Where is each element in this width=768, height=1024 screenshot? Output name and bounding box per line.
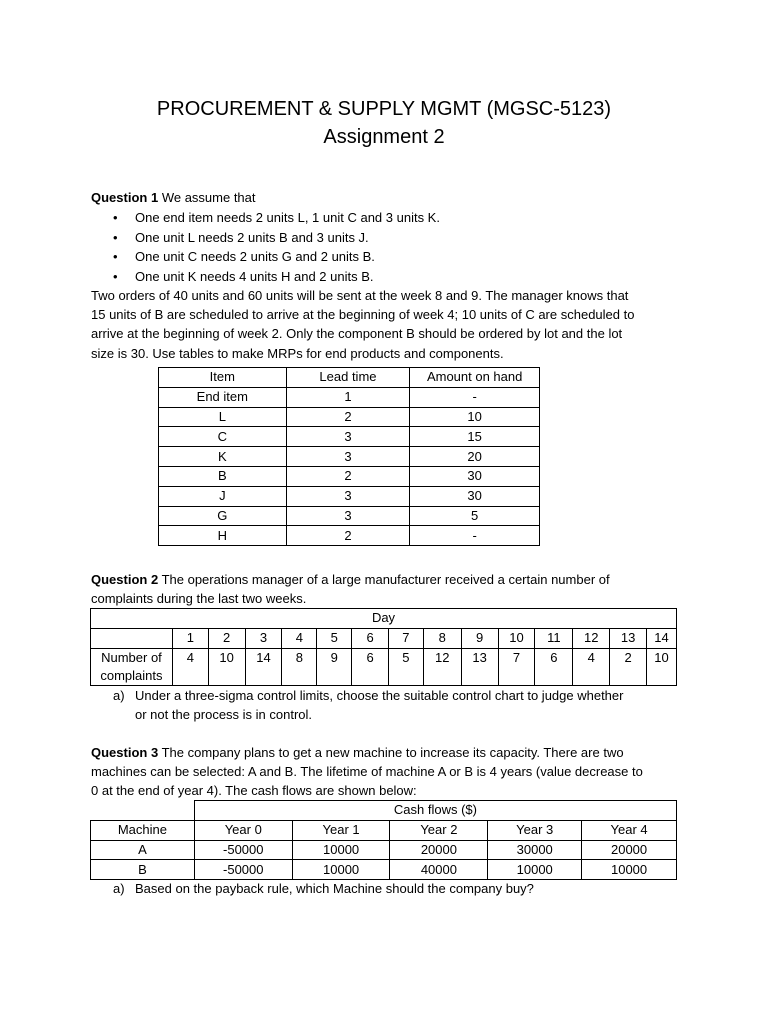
table-cell: 40000 <box>390 860 488 880</box>
table-row <box>159 526 540 546</box>
table-cell: G <box>159 506 287 526</box>
q3-body-text: The company plans to get a new machine to increase its capacity. There are two <box>161 745 624 760</box>
complaint-cell: 6 <box>535 648 573 685</box>
sub-question-letter: a) <box>113 881 125 896</box>
table-header-row <box>159 368 540 388</box>
column-header: Year 0 <box>194 820 292 840</box>
q1-mrp-table <box>158 367 540 546</box>
table-row <box>91 860 677 880</box>
day-cell: 12 <box>573 628 610 648</box>
list-item: • One unit L needs 2 units B and 3 units J. <box>91 228 440 248</box>
table-cell: 5 <box>410 506 540 526</box>
day-cell: 2 <box>208 628 245 648</box>
day-cell: 14 <box>647 628 677 648</box>
table-cell: 20000 <box>390 840 488 860</box>
complaint-cell: 9 <box>317 648 352 685</box>
row-label-line: complaints <box>100 667 163 683</box>
table-cell: -50000 <box>194 860 292 880</box>
table-header-row <box>91 609 677 629</box>
q2-label: Question 2 <box>91 572 159 587</box>
list-item: • One end item needs 2 units L, 1 unit C and 3 units K. <box>91 208 440 228</box>
q2-sub-question-a <box>113 686 623 724</box>
day-cell: 4 <box>282 628 317 648</box>
assignment-title: Assignment 2 <box>323 126 445 148</box>
q1-bullet-list <box>91 208 440 286</box>
table-header-row <box>91 801 677 821</box>
column-header: Lead time <box>286 368 410 388</box>
q1-body-line: size is 30. Use tables to make MRPs for end products and components. <box>91 345 504 361</box>
day-cell: 6 <box>352 628 389 648</box>
table-cell: - <box>410 387 540 407</box>
table-cell: 15 <box>410 427 540 447</box>
day-cell: 5 <box>317 628 352 648</box>
table-row <box>91 648 677 685</box>
q2-complaints-table <box>90 608 677 686</box>
day-header: Day <box>91 609 677 629</box>
q3-cash-flow-table <box>90 800 677 880</box>
table-cell: 2 <box>286 526 410 546</box>
q3-body-line <box>91 743 673 762</box>
column-header: Amount on hand <box>410 368 540 388</box>
q1-body-line: 15 units of B are scheduled to arrive at the beginning of week 4; 10 units of C are scheduled to <box>91 307 635 323</box>
q1-body-line: Two orders of 40 units and 60 units will be sent at the week 8 and 9. The manager knows that <box>91 288 629 303</box>
row-label-line: Number of <box>101 649 162 665</box>
day-cell: 3 <box>245 628 282 648</box>
sub-question-line: or not the process is in control. <box>135 707 313 723</box>
table-row <box>159 466 540 486</box>
table-cell: 3 <box>286 427 410 447</box>
table-cell: J <box>159 486 287 506</box>
table-cell: B <box>91 860 195 880</box>
table-cell: A <box>91 840 195 860</box>
sub-question-text: Under a three-sigma control limits, choose the suitable control chart to judge whether <box>135 688 624 703</box>
q3-body-line: machines can be selected: A and B. The lifetime of machine A or B is 4 years (value decrease to <box>91 764 643 780</box>
table-cell: C <box>159 427 287 447</box>
table-row <box>159 447 540 467</box>
complaint-cell: 4 <box>172 648 208 685</box>
table-cell: 30 <box>410 486 540 506</box>
q1-body-line: arrive at the beginning of week 2. Only the component B should be ordered by lot and the lot <box>91 326 623 342</box>
q3-label: Question 3 <box>91 745 159 760</box>
table-cell: - <box>410 526 540 546</box>
table-cell: B <box>159 466 287 486</box>
complaint-cell: 8 <box>282 648 317 685</box>
table-cell: 3 <box>286 447 410 467</box>
complaint-cell: 4 <box>573 648 610 685</box>
sub-question-text: Based on the payback rule, which Machine should the company buy? <box>135 881 534 896</box>
table-cell: 20000 <box>582 840 677 860</box>
table-cell: L <box>159 407 287 427</box>
q2-body <box>91 570 673 608</box>
sub-question-line <box>113 686 623 705</box>
table-cell: 1 <box>286 387 410 407</box>
complaint-cell: 12 <box>423 648 461 685</box>
table-cell: 30 <box>410 466 540 486</box>
table-cell: 3 <box>286 506 410 526</box>
q3-sub-question-a <box>113 879 534 898</box>
complaint-cell: 6 <box>352 648 389 685</box>
row-label <box>91 648 173 685</box>
day-cell: 10 <box>498 628 535 648</box>
q3-body <box>91 743 673 801</box>
day-cell: 7 <box>388 628 423 648</box>
complaint-cell: 13 <box>461 648 498 685</box>
q1-intro <box>91 188 673 207</box>
column-header: Year 1 <box>292 820 390 840</box>
sub-question-letter: a) <box>113 688 125 703</box>
day-cell: 13 <box>610 628 647 648</box>
q2-body-line: complaints during the last two weeks. <box>91 591 307 607</box>
table-cell: 10000 <box>292 860 390 880</box>
complaint-cell: 14 <box>245 648 282 685</box>
table-row <box>91 628 677 648</box>
table-row <box>159 506 540 526</box>
column-header: Machine <box>91 820 195 840</box>
complaint-cell: 10 <box>208 648 245 685</box>
table-cell: 3 <box>286 486 410 506</box>
q3-body-line: 0 at the end of year 4). The cash flows are shown below: <box>91 783 417 799</box>
table-cell <box>91 801 195 821</box>
table-cell: 2 <box>286 466 410 486</box>
table-cell: 10000 <box>582 860 677 880</box>
complaint-cell: 2 <box>610 648 647 685</box>
table-cell: 10000 <box>488 860 582 880</box>
table-row <box>159 387 540 407</box>
table-cell: 10 <box>410 407 540 427</box>
table-row <box>159 486 540 506</box>
table-cell: End item <box>159 387 287 407</box>
q2-body-text: The operations manager of a large manufacturer received a certain number of <box>161 572 610 587</box>
sub-question-line <box>113 879 534 898</box>
table-cell: H <box>159 526 287 546</box>
day-cell: 11 <box>535 628 573 648</box>
table-row <box>91 840 677 860</box>
table-cell: 20 <box>410 447 540 467</box>
table-row <box>159 407 540 427</box>
course-title: PROCUREMENT & SUPPLY MGMT (MGSC-5123) <box>156 98 612 120</box>
table-cell <box>91 628 173 648</box>
cash-flows-header: Cash flows ($) <box>194 801 676 821</box>
table-cell: 2 <box>286 407 410 427</box>
complaint-cell: 5 <box>388 648 423 685</box>
day-cell: 9 <box>461 628 498 648</box>
table-cell: 10000 <box>292 840 390 860</box>
table-cell: K <box>159 447 287 467</box>
q1-label: Question 1 <box>91 190 159 205</box>
day-cell: 1 <box>172 628 208 648</box>
column-header: Year 2 <box>390 820 488 840</box>
column-header: Year 3 <box>488 820 582 840</box>
table-row <box>159 427 540 447</box>
column-header: Year 4 <box>582 820 677 840</box>
q2-body-line <box>91 570 673 589</box>
q1-body <box>91 286 673 363</box>
complaint-cell: 7 <box>498 648 535 685</box>
day-cell: 8 <box>423 628 461 648</box>
table-header-row <box>91 820 677 840</box>
list-item: • One unit K needs 4 units H and 2 units B. <box>91 267 440 287</box>
column-header: Item <box>159 368 287 388</box>
list-item: • One unit C needs 2 units G and 2 units B. <box>91 247 440 267</box>
table-cell: -50000 <box>194 840 292 860</box>
table-cell: 30000 <box>488 840 582 860</box>
complaint-cell: 10 <box>647 648 677 685</box>
q1-intro-text: We assume that <box>161 190 256 205</box>
